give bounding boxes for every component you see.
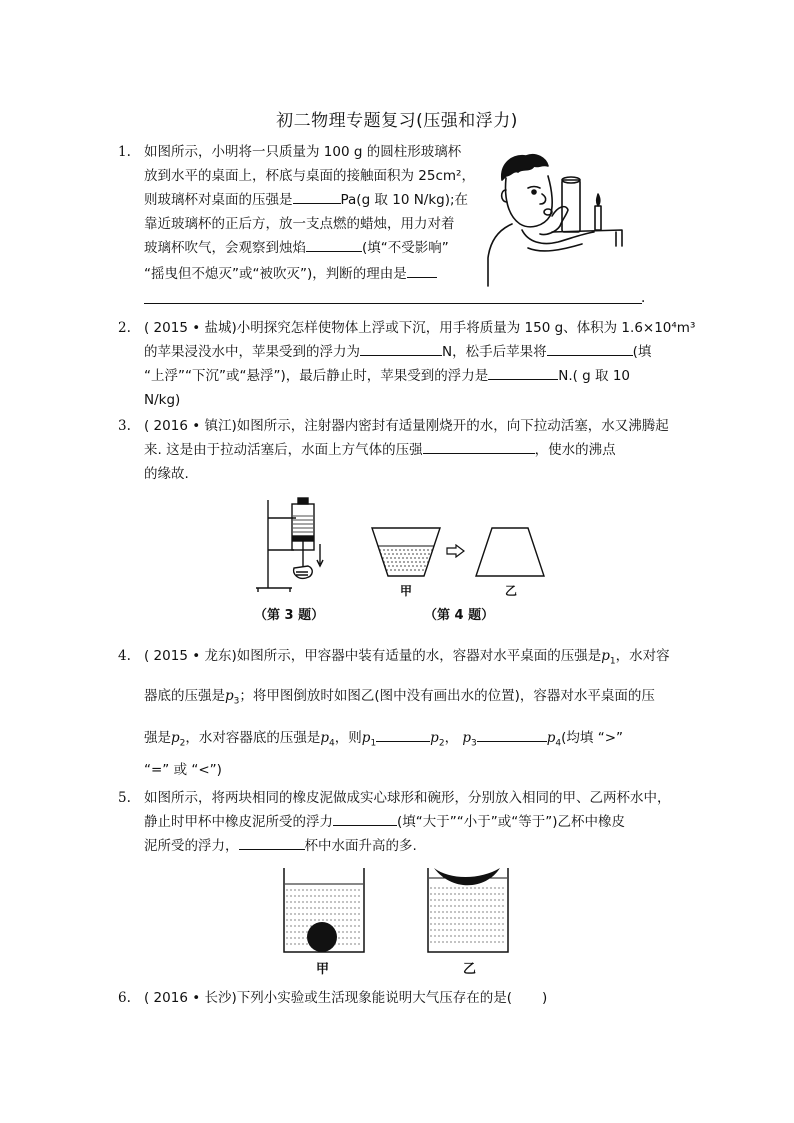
q4-blank-compare-2[interactable] [477,727,547,742]
q3-number: 3. [118,418,131,434]
q4-text: ( 2015 • 龙东)如图所示，甲容器中装有适量的水，容器对水平桌面的压强是 [144,648,602,664]
q3-line-3: 的缘故. [144,466,189,482]
var-subscript: 3 [233,696,240,707]
var-subscript: 3 [471,738,477,749]
q2-blank-motion[interactable] [547,341,633,356]
q5-line-2 [144,810,625,834]
q4-text: 强是 [144,730,171,746]
q5-blank-which-cup[interactable] [239,835,305,850]
q1-text: “摇曳但不熄灭”或“被吹灭”)，判断的理由是 [144,266,407,282]
q2-line-3 [144,364,630,388]
q1-blank-pressure[interactable] [293,189,341,204]
var-p: p [225,688,234,704]
q5-text: 杯中水面升高的多. [304,838,417,854]
q2-line-1: ( 2015 • 盐城)小明探究怎样使物体上浮或下沉，用手将质量为 150 g、体积为 1.6×10⁴m³ [144,320,696,336]
q2-blank-buoyancy[interactable] [360,341,442,356]
var-p: p [171,730,180,746]
var-subscript: 2 [179,738,186,749]
q5-text: 泥所受的浮力， [144,838,239,854]
fig5-jia-label: 甲 [316,962,330,977]
q5-line-3 [144,834,417,858]
var-p: p [361,730,371,746]
q2-text: N.( g 取 10 [558,368,631,384]
q4-number: 4. [118,648,131,664]
var-p: p [430,730,439,746]
container-yi-figure [474,524,546,580]
q1-line-6 [144,262,437,286]
var-p: p [601,648,610,664]
var-p: p [462,730,472,746]
boy-blowing-illustration [482,150,632,290]
q3-line-1: ( 2016 • 镇江)如图所示，注射器内密封有适量刚烧开的水，向下拉动活塞，水又沸腾起 [144,418,669,434]
q2-text: (填 [632,344,652,360]
var-subscript: 2 [438,738,445,749]
q1-text: (填“不受影响” [362,240,449,256]
q6-number: 6. [118,990,131,1006]
page-title: 初二物理专题复习(压强和浮力) [276,111,518,131]
q4-text: ， [444,730,459,746]
q5-text: 静止时甲杯中橡皮泥所受的浮力 [144,814,333,830]
q1-number: 1. [118,144,131,160]
var-subscript: 1 [370,738,377,749]
q4-text: 器底的压强是 [144,688,225,704]
q2-text: 的苹果浸没水中，苹果受到的浮力为 [144,344,360,360]
q3-blank-pressure-change[interactable] [423,439,535,454]
q2-number: 2. [118,320,131,336]
var-subscript: 1 [609,656,616,667]
q4-text: ；将甲图倒放时如图乙(图中没有画出水的位置)，容器对水平桌面的压 [239,688,655,704]
q5-blank-buoyancy-compare[interactable] [333,811,397,826]
q6-line-1: ( 2016 • 长沙)下列小实验或生活现象能说明大气压存在的是( ) [144,990,548,1006]
q1-line-2: 放到水平的桌面上，杯底与桌面的接触面积为 25cm²， [144,168,475,184]
q1-blank-reason-line[interactable] [144,303,642,304]
q1-period: . [641,290,646,306]
q4-line-3 [144,726,623,756]
q3-text: ，使水的沸点 [534,442,616,458]
fig4-yi-label: 乙 [505,584,518,598]
q1-blank-reason-start[interactable] [407,263,437,278]
q2-blank-final-buoyancy[interactable] [488,365,558,380]
q1-line-3 [144,188,468,212]
q4-text: ，水对容 [615,648,670,664]
q2-text: N，松手后苹果将 [442,344,547,360]
q1-line-1: 如图所示，小明将一只质量为 100 g 的圆柱形玻璃杯 [144,144,462,160]
q1-line-4: 靠近玻璃杯的正后方，放一支点燃的蜡烛，用力对着 [144,216,455,232]
q1-text: 玻璃杯吹气，会观察到烛焰 [144,240,306,256]
q4-text: ，水对容器底的压强是 [185,730,321,746]
q4-line-4: “=” 或 “<”) [144,762,222,778]
q2-text: “上浮”“下沉”或“悬浮”)，最后静止时，苹果受到的浮力是 [144,368,489,384]
var-p: p [546,730,556,746]
q5-text: (填“大于”“小于”或“等于”)乙杯中橡皮 [397,814,625,830]
q4-text: ，则 [334,730,362,746]
fig4-jia-label: 甲 [400,584,413,598]
q2-line-4: N/kg) [144,392,181,408]
q1-line-5 [144,236,449,260]
var-subscript: 4 [555,738,562,749]
q4-line-2 [144,684,655,714]
q1-text: 则玻璃杯对桌面的压强是 [144,192,293,208]
q5-line-1: 如图所示，将两块相同的橡皮泥做成实心球形和碗形，分别放入相同的甲、乙两杯水中， [144,790,671,806]
q1-text: Pa(g 取 10 N/kg);在 [340,192,469,208]
q4-text: (均填 “>” [561,730,623,746]
container-jia-figure [370,524,442,580]
q2-line-2 [144,340,651,364]
q3-line-2 [144,438,616,462]
fig3-caption: （第 3 题） [254,608,325,623]
q4-blank-compare-1[interactable] [376,727,430,742]
cup-jia-ball-figure [282,866,366,956]
fig5-yi-label: 乙 [463,962,477,977]
fig4-caption: （第 4 题） [424,608,495,623]
var-p: p [320,730,330,746]
q5-number: 5. [118,790,131,806]
var-subscript: 4 [329,738,335,749]
q4-line-1 [144,644,670,674]
cup-yi-bowl-figure [424,862,512,956]
syringe-stand-figure [252,494,332,594]
arrow-right-icon [446,544,466,558]
q1-blank-flame[interactable] [306,237,362,252]
q3-text: 来. 这是由于拉动活塞后，水面上方气体的压强 [144,442,423,458]
